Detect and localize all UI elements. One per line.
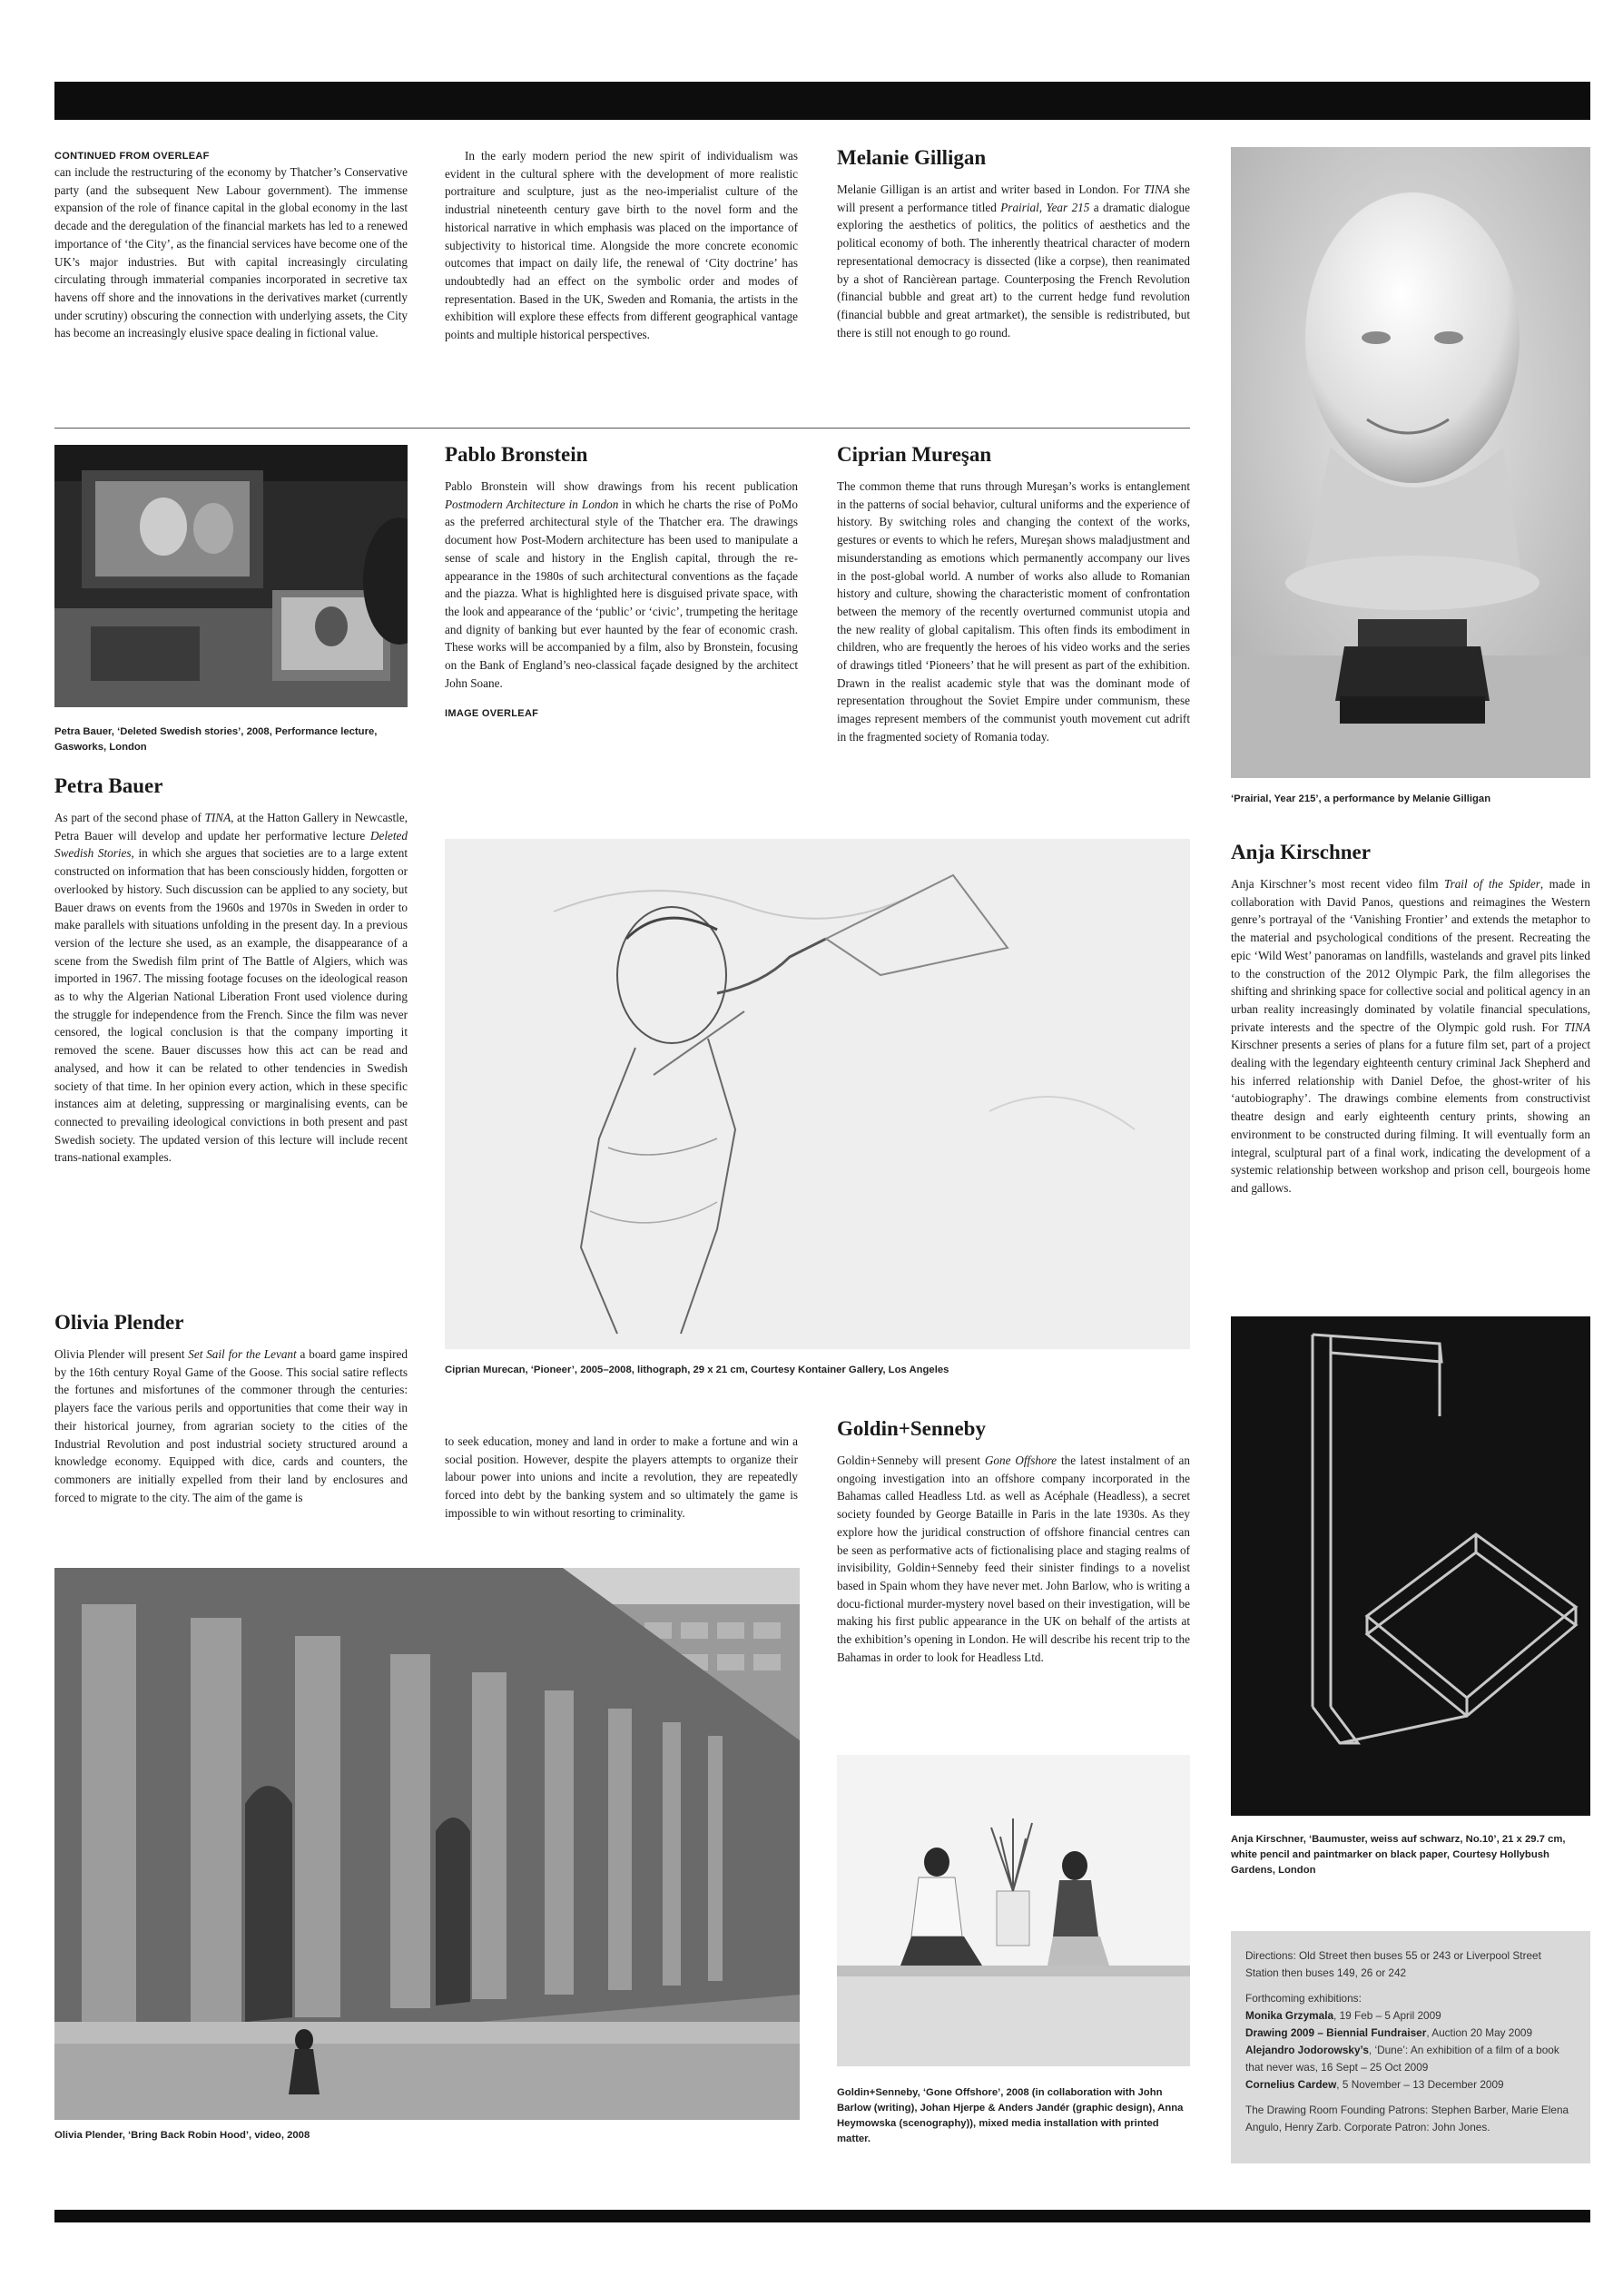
info-box	[1231, 1931, 1590, 2163]
bauer-text-a: As part of the second phase of	[54, 811, 205, 824]
plender-bank-street-photo	[54, 1568, 800, 2120]
kirschner-title: Trail of the Spider	[1443, 877, 1540, 891]
goldin-text-a: Goldin+Senneby will present	[837, 1453, 985, 1467]
muresan-caption: Ciprian Murecan, ‘Pioneer’, 2005–2008, lithograph, 29 x 21 cm, Courtesy Kontainer Gallery, Los Angeles	[445, 1365, 949, 1375]
gilligan-tina: TINA	[1144, 182, 1170, 196]
kirschner-tina: TINA	[1564, 1020, 1590, 1034]
bauer-title: Deleted Swedish Stories	[54, 828, 408, 861]
intro-text-1: can include the restructuring of the economy by Thatcher’s Conservative party (and the subsequent New Labour government). The immense expansion of the role of finance capital in the global economy in the last decade and the deregulation of the financial markets has led to a renewed importance of ‘the City’, as the financial services have become one of the UK’s major industries. But with capital increasingly circulating circulating through immaterial companies incorporated in secretive tax havens off shore and the innovations in the derivatives market (currently under scrutiny) obscuring the connection with underlying assets, the City has become an increasingly elusive space dealing in fictional value.	[54, 165, 408, 340]
goldin-text-b: the latest instalment of an ongoing investigation into an offshore company incorporated in the Bahamas called Headless Ltd. as well as Acéphale (Headless), a secret society founded by George Bataille in Paris in the late 1930s. As they explore how the juridical construction of offshore financial centres can be seen as performative acts of fictionalising place and staging realms of invisibility, Goldin+Senneby feed their sinister findings to a novelist based in Spain whom they have never met. John Barlow, who is writing a docu-fictional murder-mystery novel based on their investigation, will be making his first public appearance in the UK on behalf of the artists at the exhibition’s opening in London. He will describe his recent trip to the Bahamas in order to look for Headless Ltd.	[837, 1453, 1190, 1664]
muresan-pioneer-drawing	[445, 839, 1190, 1349]
exhibition-2-dates: , Auction 20 May 2009	[1426, 2026, 1533, 2039]
muresan-section	[837, 442, 1190, 746]
goldin-caption: Goldin+Senneby, ‘Gone Offshore’, 2008 (in collaboration with John Barlow (writing), Johan Hjerpe & Anders Jandér (graphic design), Anna Heymowska (scenography)), mixed media installation with printed matter.	[837, 2087, 1184, 2144]
bronstein-text-a: Pablo Bronstein will show drawings from his recent publication	[445, 479, 798, 493]
kirschner-text	[1231, 875, 1590, 1197]
exhibition-2-name: Drawing 2009 – Biennial Fundraiser	[1245, 2026, 1427, 2039]
kirschner-heading: Anja Kirschner	[1231, 841, 1371, 863]
intro-column-2	[445, 147, 798, 344]
plender-caption: Olivia Plender, ‘Bring Back Robin Hood’, video, 2008	[54, 2130, 310, 2141]
gilligan-section	[837, 145, 1190, 341]
patrons-text: The Drawing Room Founding Patrons: Stephen Barber, Marie Elena Angulo, Henry Zarb. Corporate Patron: John Jones.	[1245, 2104, 1569, 2133]
goldin-section	[837, 1416, 1190, 1666]
top-black-bar	[54, 82, 1590, 120]
kirschner-text-b: , made in collaboration with David Panos, questions and reimagines the Western genre’s portrayal of the ‘Vanishing Frontier’ and extends the metaphor to the material and psychological conditions of the present. Recreating the epic ‘Wild West’ panoramas on landfills, wastelands and gravel pits linked to the construction of the 2012 Olympic Park, the film allegorises the shifting and shrinking space for collective social and political agency in an urban reality increasingly dominated by volatile financial speculations, private interests and the spectre of the Olympic gold rush. For	[1231, 877, 1590, 1034]
rule-upper	[54, 428, 1190, 429]
gilligan-text-c: a dramatic dialogue exploring the aesthetics of politics, the politics of aesthetics and the political economy of both. The inherently theatrical character of modern representational democracy is dissected (like a corpse), then reanimated by a shot of Rancièrean partage. Counterposing the French Revolution (financial bubble and great art) to the current hedge fund revolution (financial bubble and great artmarket), the sensible is redistributed, but there is still not enough to go round.	[837, 200, 1190, 340]
bauer-text-c: , in which she argues that societies are to a large extent constructed on information that has been consciously hidden, forgotten or overlooked by history. Such discussion can be applied to any society, but Bauer draws on events from the 1960s and 1970s in Sweden in order to make parallels with situations unfolding in the present day. In a previous version of the lecture she used, as an example, the disappearance of a scene from the Swedish film print of The Battle of Algiers, which was imported in 1967. The missing footage focuses on the ideological reason as to why the Algerian National Liberation Front used violence during the struggle for independence from the French. Since the film was never censored, the logical conclusion is that the company importing it removed the scene. Bauer discusses how this act can be read and analysed, and how it can be related to other tendencies in Swedish society of that time. In her opinion every action, which in these specific instances aim at deleting, suppressing or marginalising events, can be connected to prevailing ideological convictions in both present and past Swedish society. The updated version of this lecture will include recent trans-national examples.	[54, 846, 408, 1165]
bronstein-text-b: in which he charts the rise of PoMo as the preferred architectural style of the Thatcher era. The drawings document how Post-Modern architecture has been used to manipulate a sense of scale and history in the English capital, through the re-appearance in the 1980s of such architectural conventions as the façade and the piazza. What is highlighted here is disguised private space, with the look and appearance of the ‘public’ or ‘civic’, trumpeting the heritage and dignity of banking but ever haunted by the fear of economic crash. These works will be accompanied by a film, also by Bronstein, focusing on the Bank of England’s neo-classical façade designed by the architect John Soane.	[445, 497, 798, 690]
kirschner-drawing	[1231, 1316, 1590, 1816]
plender-text	[54, 1345, 408, 1506]
exhibition-1	[1245, 2007, 1576, 2025]
exhibition-4-dates: , 5 November – 13 December 2009	[1336, 2078, 1504, 2091]
plender-heading: Olivia Plender	[54, 1311, 184, 1334]
gilligan-bust-photo	[1231, 147, 1590, 778]
exhibition-4-name: Cornelius Cardew	[1245, 2078, 1337, 2091]
intro-text-2: In the early modern period the new spirit of individualism was evident in the cultural sphere with the development of more realistic portraiture and sculpture, just as the neo-imperialist culture of the industrial nineteenth century gave birth to the novel form and the historical narrative in which emphasis was placed on the importance of subjectivity to historical time. Alongside the more concrete economic outcomes that impact on daily life, the renewal of ‘City doctrine’ has undoubtedly had an effect on the symbolic order and modes of representation. Based in the UK, Sweden and Romania, the artists in the exhibition will explore these effects from different geographical vantage points and multiple historical perspectives.	[445, 149, 798, 342]
goldin-heading: Goldin+Senneby	[837, 1417, 986, 1440]
muresan-text: The common theme that runs through Mureşan’s works is entanglement in the patterns of social behavior, cultural uniforms and the experience of history. By switching roles and changing the context of the works, gestures or events to which he refers, Mureşan shows maladjustment and misunderstanding as emotions which permanently accompany our lives in the post-global world. A number of works also allude to Romanian history and culture, showing the characteristic moment of confrontation between the memory of the recently overturned communist utopia and the new reality of global capitalism. This often finds its embodiment in children, who are frequently the heroes of his video works and the series of drawings titled ‘Pioneers’ that he will present as part of the exhibition. Drawn in the realist academic style that was the dominant mode of representation throughout the Soviet Empire under communism, these images represent members of the communist youth movement cut adrift in the fragmented society of Romania today.	[837, 479, 1190, 744]
gilligan-text	[837, 181, 1190, 341]
bauer-text-b: , at the Hatton Gallery in Newcastle, Petra Bauer will develop and update her performative lecture	[54, 811, 408, 843]
exhibition-1-dates: , 19 Feb – 5 April 2009	[1333, 2009, 1441, 2022]
kirschner-text-c: Kirschner presents a series of plans for a future film set, part of a project dealing with the legendary eighteenth century criminal Jack Shepherd and his inferred relationship with Daniel Defoe, the ghost-writer of his ‘autobiography’. The drawings combine elements from constructivist theatre design and early eighteenth century prints, showing an environment to be constructed during filming. It will eventually form an integral, sculptural part of a final work, indicating the development of a systemic relationship between workshop and prison cell, bourgeois home and gallows.	[1231, 1038, 1590, 1195]
bauer-heading: Petra Bauer	[54, 774, 163, 797]
plender-text-continued: to seek education, money and land in order to make a fortune and win a social position. However, despite the players attempts to organize their labour power into unions and incite a revolution, they are repeatedly forced into debt by the banking system and so ultimately the game is impossible to win without resorting to criminality.	[445, 1434, 798, 1520]
bronstein-text	[445, 478, 798, 692]
exhibition-3-dates: , ‘Dune’: An exhibition of a film of a book that never was, 16 Sept – 25 Oct 2009	[1245, 2044, 1559, 2074]
exhibition-1-name: Monika Grzymala	[1245, 2009, 1334, 2022]
bronstein-heading: Pablo Bronstein	[445, 443, 588, 466]
kirschner-section	[1231, 840, 1590, 1197]
plender-continued	[445, 1433, 798, 1522]
kirschner-text-a: Anja Kirschner’s most recent video film	[1231, 877, 1444, 891]
forthcoming-label: Forthcoming exhibitions:	[1245, 1992, 1362, 2005]
exhibition-4	[1245, 2076, 1576, 2094]
plender-text-b: a board game inspired by the 16th century Royal Game of the Goose. This social satire reflects the fortunes and misfortunes of the commoner through the centuries: players face the various perils and opportunities that come their way in their historical journey, from agrarian society to the cities of the Industrial Revolution and post industrial society structured around a knowledge economy. Equipped with dice, cards and counters, the commoners are initially expelled from their land by enclosures and forced to migrate to the city. The aim of the game is	[54, 1347, 408, 1504]
goldin-text	[837, 1452, 1190, 1666]
directions-text: Directions: Old Street then buses 55 or 243 or Liverpool Street Station then buses 149, 26 or 242	[1245, 1949, 1541, 1979]
muresan-heading: Ciprian Mureşan	[837, 443, 992, 466]
bronstein-section	[445, 442, 798, 721]
bauer-caption: Petra Bauer, ‘Deleted Swedish stories’, 2008, Performance lecture, Gasworks, London	[54, 726, 378, 753]
bronstein-title: Postmodern Architecture in London	[445, 497, 619, 511]
continued-kicker: CONTINUED FROM OVERLEAF	[54, 151, 210, 162]
gilligan-heading: Melanie Gilligan	[837, 146, 987, 169]
exhibition-3	[1245, 2042, 1576, 2076]
plender-title: Set Sail for the Levant	[188, 1347, 297, 1361]
bauer-tina: TINA	[204, 811, 231, 824]
bauer-lecture-photo	[54, 445, 408, 707]
image-overleaf-kicker: IMAGE OVERLEAF	[445, 708, 539, 720]
exhibition-2	[1245, 2025, 1576, 2042]
bauer-section	[54, 774, 408, 1167]
gilligan-text-a: Melanie Gilligan is an artist and writer based in London. For	[837, 182, 1145, 196]
plender-section	[54, 1310, 408, 1506]
gilligan-caption: ‘Prairial, Year 215’, a performance by Melanie Gilligan	[1231, 793, 1491, 804]
exhibition-3-name: Alejandro Jodorowsky’s	[1245, 2044, 1369, 2056]
gilligan-title: Prairial, Year 215	[1000, 200, 1090, 214]
goldin-offshore-photo	[837, 1755, 1190, 2066]
gilligan-text-b: she will present a performance titled	[837, 182, 1190, 214]
intro-column-1	[54, 149, 408, 342]
plender-text-a: Olivia Plender will present	[54, 1347, 189, 1361]
kirschner-caption: Anja Kirschner, ‘Baumuster, weiss auf schwarz, No.10’, 21 x 29.7 cm, white pencil and paintmarker on black paper, Courtesy Hollybush Gardens, London	[1231, 1834, 1566, 1876]
bottom-black-bar	[54, 2210, 1590, 2222]
bauer-text	[54, 809, 408, 1167]
goldin-title: Gone Offshore	[984, 1453, 1057, 1467]
